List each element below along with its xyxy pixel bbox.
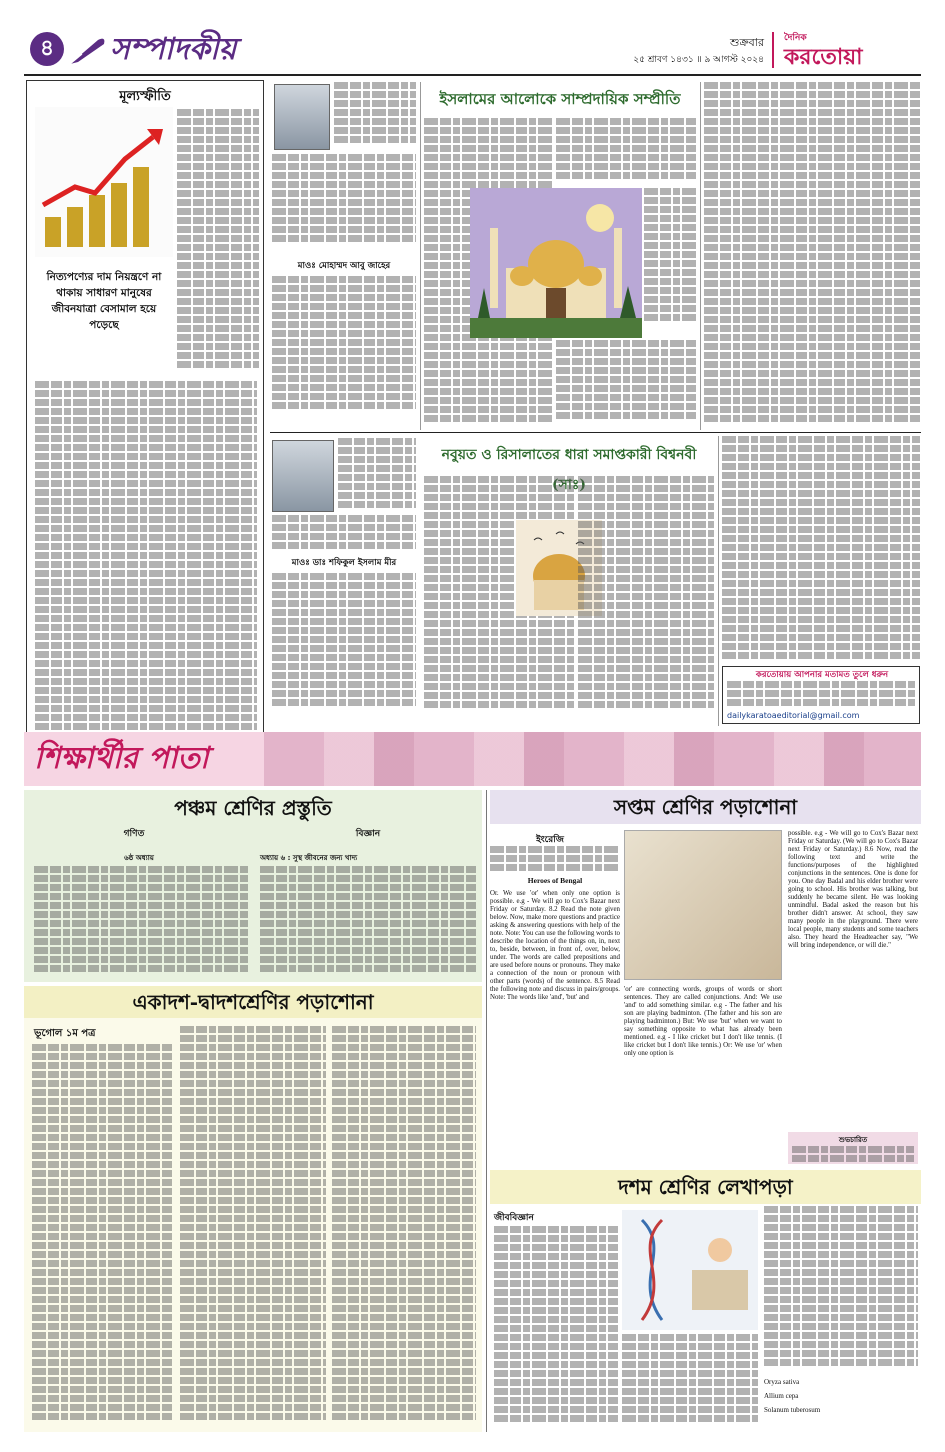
article3-body-e (722, 436, 920, 664)
class1112-subject: ভূগোল ১ম পত্র (34, 1028, 96, 1039)
inflation-box (26, 80, 264, 747)
page-number: ৪ (30, 32, 64, 66)
dna-icon (622, 1210, 758, 1330)
class5-subject-right: বিজ্ঞান (355, 829, 381, 839)
section-rule (270, 432, 921, 433)
class10-subject: জীববিজ্ঞান (494, 1213, 534, 1223)
weekday: শুক্রবার (729, 36, 764, 49)
column-divider (718, 436, 719, 726)
paper-name-small: দৈনিক (784, 33, 807, 43)
quill-pen-icon (68, 36, 108, 66)
article2-body-e (704, 82, 920, 430)
opinion-box (722, 666, 920, 724)
column-divider (486, 790, 487, 1432)
class1112-col3 (332, 1026, 476, 1424)
opinion-body (727, 681, 917, 709)
article3-body-b (272, 573, 416, 719)
class7-thanks-title: শুভচারিত (838, 1136, 868, 1144)
column-divider (420, 82, 421, 430)
class7-illustration (624, 830, 782, 980)
inflation-image (35, 107, 173, 257)
article3-body-a (272, 515, 416, 555)
opinion-title: করতোয়ায় আপনার মতামত তুলে ধরুন (755, 670, 889, 680)
section-title: সম্পাদকীয় (110, 32, 237, 67)
class1112-section (24, 986, 482, 1432)
class10-col2 (622, 1334, 758, 1428)
masthead-rule (24, 74, 921, 76)
class10-col3 (764, 1206, 918, 1376)
article2-body-b (556, 118, 696, 188)
class5-chapter-left: ৬ষ্ঠ অধ্যায় (124, 854, 154, 862)
mosque-illustration (470, 188, 642, 338)
opinion-email[interactable]: dailykaratoaeditorial@gmail.com (727, 711, 860, 720)
class10-answer-3: Solanum tuberosum (764, 1406, 821, 1414)
article1-top-text (334, 82, 416, 152)
class7-section (490, 790, 921, 1166)
class10-answer-1: Oryza sativa (764, 1378, 800, 1386)
article2-body-c (556, 340, 696, 430)
class5-science-body (260, 866, 476, 976)
inflation-body-right (177, 109, 259, 377)
banner-title: শিক্ষার্থীর পাতা (34, 741, 209, 776)
class1112-title: একাদশ-দ্বাদশশ্রেণির পড়াশোনা (24, 986, 482, 1018)
article3-author: মাওঃ ডাঃ শফিকুল ইসলাম মীর (291, 558, 397, 568)
class5-title: পঞ্চম শ্রেণির প্রস্তুতি (174, 796, 332, 820)
class7-subject: ইংরেজি (536, 835, 564, 845)
class7-english-col3: possible. e.g - We will go to Cox's Bazar next Friday or Saturday. (We will go to Cox's Bazar next Friday or Saturday.) 8.6 Now, read the following text and write the functions/purposes of the highlighted conjunctions in the sentences. One is done for you. One day Badal and his elder brother were going to school. His brother was talking, but suddenly he became silent. He was looking unmindful. Badal asked the reason but his brother didn't answer. At school, they saw many people in the playground. There were local people, many students and some teachers also. They heard the Headteacher say, "We will bring independence, or will die." (788, 830, 918, 949)
class10-answer-2: Allium cepa (764, 1392, 799, 1400)
author-photo-2 (272, 440, 334, 512)
class1112-col1 (32, 1044, 172, 1424)
article1-body-a (272, 154, 416, 254)
class10-illustration (622, 1210, 758, 1330)
class7-passage-title: Heroes of Bengal (527, 876, 583, 885)
inflation-pull-quote: নিত্যপণ্যের দাম নিয়ন্ত্রণে না থাকায় সাধারণ মানুষের জীবনযাত্রা বেসামাল হয়ে পড়েছে (46, 271, 162, 331)
class7-thanks-body (792, 1146, 914, 1162)
class10-section (490, 1170, 921, 1432)
inflation-heading: মূল্যস্ফীতি (119, 89, 171, 104)
class10-title: দশম শ্রেণির লেখাপড়া (490, 1170, 921, 1204)
class7-thanks-box (788, 1132, 918, 1164)
article2-headline: ইসলামের আলোকে সাম্প্রদায়িক সম্প্রীতি (439, 90, 681, 108)
article1-author: মাওঃ মোহাম্মদ আবু জাহের (297, 261, 391, 271)
class7-title: সপ্তম শ্রেণির পড়াশোনা (490, 790, 921, 824)
column-divider (700, 82, 701, 430)
date-line: ২৫ শ্রাবণ ১৪৩১ ॥ ৯ আগস্ট ২০২৪ (633, 55, 764, 65)
article2-body-d (644, 188, 696, 338)
article1-body-b (272, 276, 416, 426)
article3-top-text (338, 438, 416, 512)
class5-chapter-right: অধ্যায় ৬ : সুস্থ জীবনের জন্য খাদ্য (260, 854, 358, 862)
banner-photo-strip (264, 732, 921, 786)
class5-subject-left: গণিত (123, 829, 145, 839)
masthead-divider (772, 32, 774, 68)
mosque-icon (470, 188, 642, 338)
article3-headline: নবুয়ত ও রিসালাতের ধারা সমাপ্তকারী বিশ্বনবী (সাঃ) (441, 447, 697, 493)
author-photo-1 (274, 84, 330, 150)
article3-body-d (578, 476, 714, 720)
student-banner (24, 732, 921, 786)
class5-section (24, 790, 482, 982)
inflation-body-main (35, 381, 257, 741)
rising-arrow-icon (35, 107, 173, 257)
masthead (24, 30, 924, 72)
class7-english-col1: Or. We use 'or' when only one option is possible. e.g - We will go to Cox's Bazar next Friday or Saturday. 8.2 Read the note given below. Now, make more questions and practice asking & answering questions with help of the note. Note: You can use the following words to describe the location of the things on, in, next to, beside, between, in front of, over, below, under. The words are called prepositions and are used before nouns or pronouns. They make a connection of the noun or pronoun with other parts (words) of the sentence. 8.5 Read the following note and discuss in pairs/groups. Note: The words like 'and', 'but' and (490, 890, 620, 1001)
class10-col1 (494, 1226, 618, 1428)
class7-english-col2: 'or' are connecting words, groups of words or short sentences. They are called conjunctions. And: We use 'and' to add something similar. e.g - The father and his son are playing badminton. (The father and his son are playing badminton.) But: We use 'but' when we want to say something opposite to what has already been mentioned. e.g - I like cricket but I don't like tennis. (I like cricket but I don't like tennis.) Or: We use 'or' when only one option is (624, 986, 782, 1057)
paper-name: করতোয়া (784, 45, 863, 70)
class7-teacher-info (490, 846, 620, 872)
class1112-col2 (180, 1026, 326, 1424)
class5-math-body (34, 866, 248, 976)
